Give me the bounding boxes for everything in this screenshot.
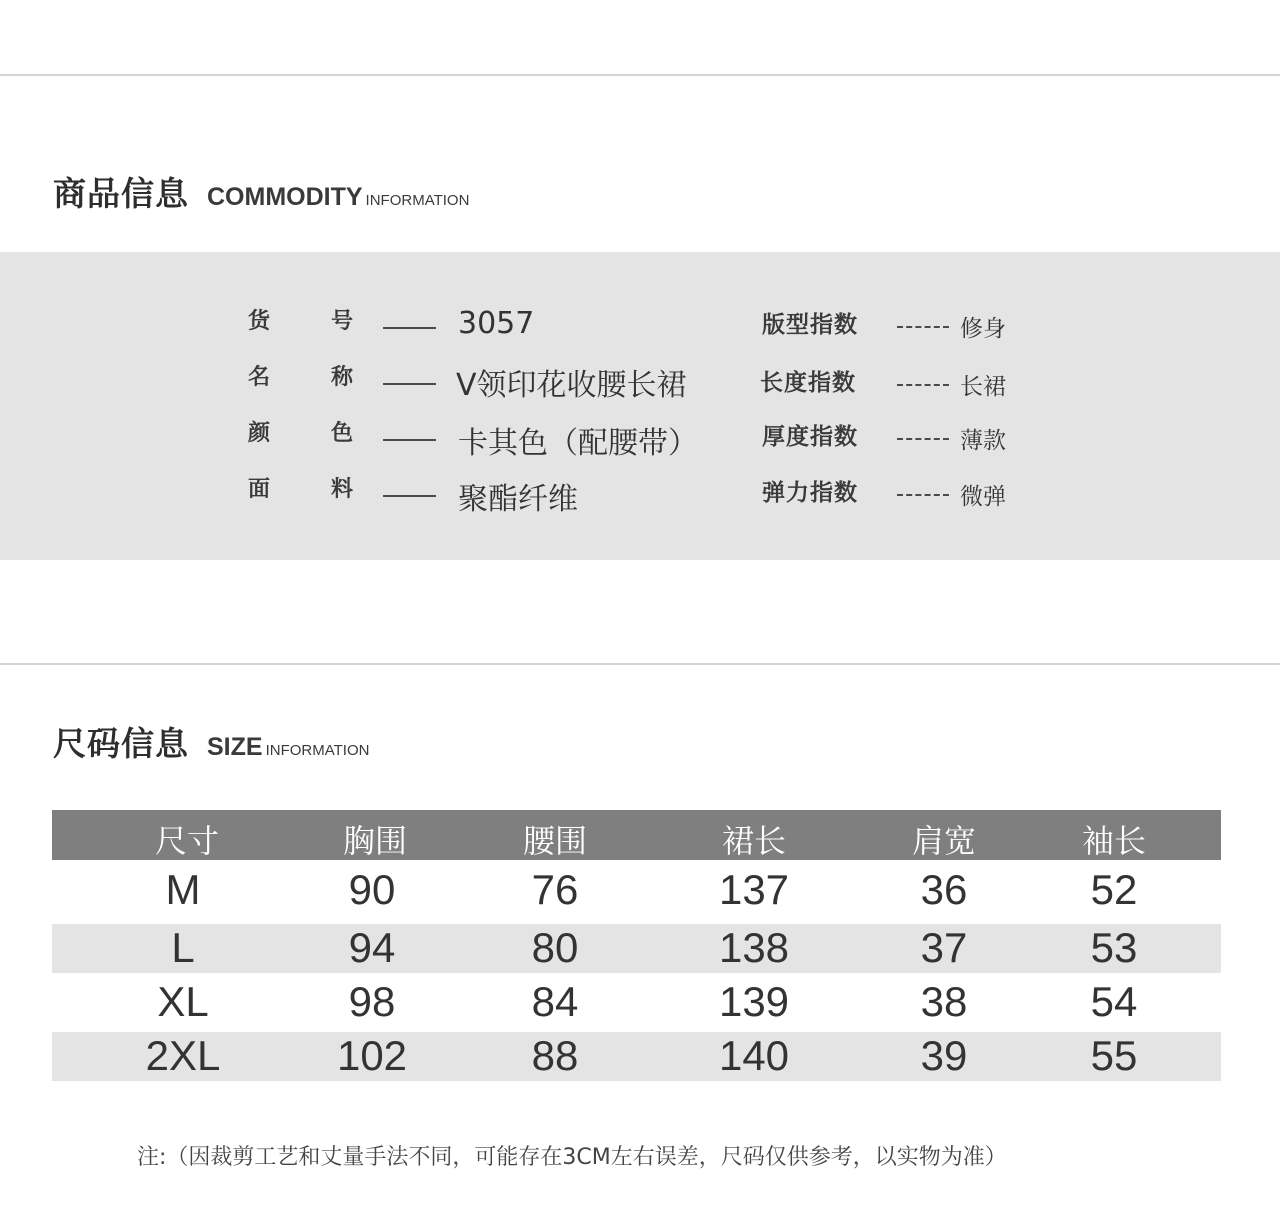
cell-shoulder: 37 <box>920 924 968 971</box>
size-table <box>52 810 1221 1086</box>
top-divider <box>0 74 1280 76</box>
fabric-label-b: 料 <box>331 477 354 502</box>
cell-shoulder: 36 <box>920 866 968 913</box>
length-index-label: 长度指数 <box>760 370 856 396</box>
cell-sleeve: 52 <box>1090 866 1138 913</box>
header-size: 尺寸 <box>154 822 220 860</box>
elasticity-index-value: 微弹 <box>960 484 1006 510</box>
table-row <box>52 924 1221 973</box>
item-number-value: 3057 <box>458 306 535 341</box>
middle-divider <box>0 663 1280 665</box>
leader-line <box>383 383 436 385</box>
commodity-title-en-small: INFORMATION <box>365 192 470 209</box>
cell-waist: 80 <box>531 924 579 971</box>
header-shoulder: 肩宽 <box>911 822 977 860</box>
cell-size: XL <box>157 978 209 1025</box>
leader-line <box>897 438 949 440</box>
header-dress-length: 裙长 <box>721 822 787 860</box>
cell-shoulder: 39 <box>920 1032 968 1079</box>
cell-dress-length: 139 <box>718 978 790 1025</box>
length-index-value: 长裙 <box>960 374 1006 400</box>
cell-size: L <box>171 924 195 971</box>
table-row <box>52 978 1221 1027</box>
commodity-info-panel <box>0 252 1280 560</box>
cell-waist: 88 <box>531 1032 579 1079</box>
cell-waist: 84 <box>531 978 579 1025</box>
cell-size: M <box>165 866 201 913</box>
thickness-index-label: 厚度指数 <box>762 424 858 450</box>
product-name-value: V领印花收腰长裙 <box>456 368 687 403</box>
size-table-header <box>52 810 1221 860</box>
leader-line <box>897 384 949 386</box>
cell-sleeve: 53 <box>1090 924 1138 971</box>
leader-line <box>897 494 949 496</box>
size-title-en-small: INFORMATION <box>265 742 370 759</box>
leader-line <box>383 495 436 497</box>
thickness-index-value: 薄款 <box>960 428 1006 454</box>
leader-line <box>897 326 949 328</box>
cell-dress-length: 137 <box>718 866 790 913</box>
commodity-title-en: COMMODITY <box>207 183 363 211</box>
cell-sleeve: 54 <box>1090 978 1138 1025</box>
leader-line <box>383 327 436 329</box>
commodity-section-title <box>53 168 469 215</box>
color-value: 卡其色（配腰带） <box>458 426 698 461</box>
measurement-note: 注:（因裁剪工艺和丈量手法不同，可能存在3CM左右误差，尺码仅供参考，以实物为准） <box>137 1145 1007 1170</box>
fit-index-label: 版型指数 <box>762 312 858 338</box>
item-number-label-b: 号 <box>331 309 354 334</box>
item-number-label-a: 货 <box>248 309 271 334</box>
cell-bust: 102 <box>336 1032 408 1079</box>
cell-sleeve: 55 <box>1090 1032 1138 1079</box>
cell-dress-length: 140 <box>718 1032 790 1079</box>
commodity-title-zh: 商品信息 <box>53 174 189 213</box>
header-bust: 胸围 <box>342 822 408 860</box>
header-sleeve: 袖长 <box>1081 822 1147 860</box>
header-waist: 腰围 <box>522 822 588 860</box>
color-label-b: 色 <box>331 421 354 446</box>
cell-bust: 94 <box>348 924 396 971</box>
product-name-label-a: 名 <box>248 365 271 390</box>
table-row <box>52 860 1221 919</box>
leader-line <box>383 439 436 441</box>
size-title-zh: 尺码信息 <box>53 724 189 763</box>
cell-waist: 76 <box>531 866 579 913</box>
cell-bust: 98 <box>348 978 396 1025</box>
size-title-en: SIZE <box>207 733 263 761</box>
elasticity-index-label: 弹力指数 <box>762 480 858 506</box>
cell-size: 2XL <box>145 1032 221 1079</box>
cell-shoulder: 38 <box>920 978 968 1025</box>
product-name-label-b: 称 <box>331 365 354 390</box>
table-row <box>52 1032 1221 1081</box>
cell-bust: 90 <box>348 866 396 913</box>
fit-index-value: 修身 <box>960 316 1006 342</box>
fabric-label-a: 面 <box>248 477 271 502</box>
size-section-title <box>53 718 369 765</box>
cell-dress-length: 138 <box>718 924 790 971</box>
color-label-a: 颜 <box>248 421 271 446</box>
fabric-value: 聚酯纤维 <box>458 482 578 517</box>
